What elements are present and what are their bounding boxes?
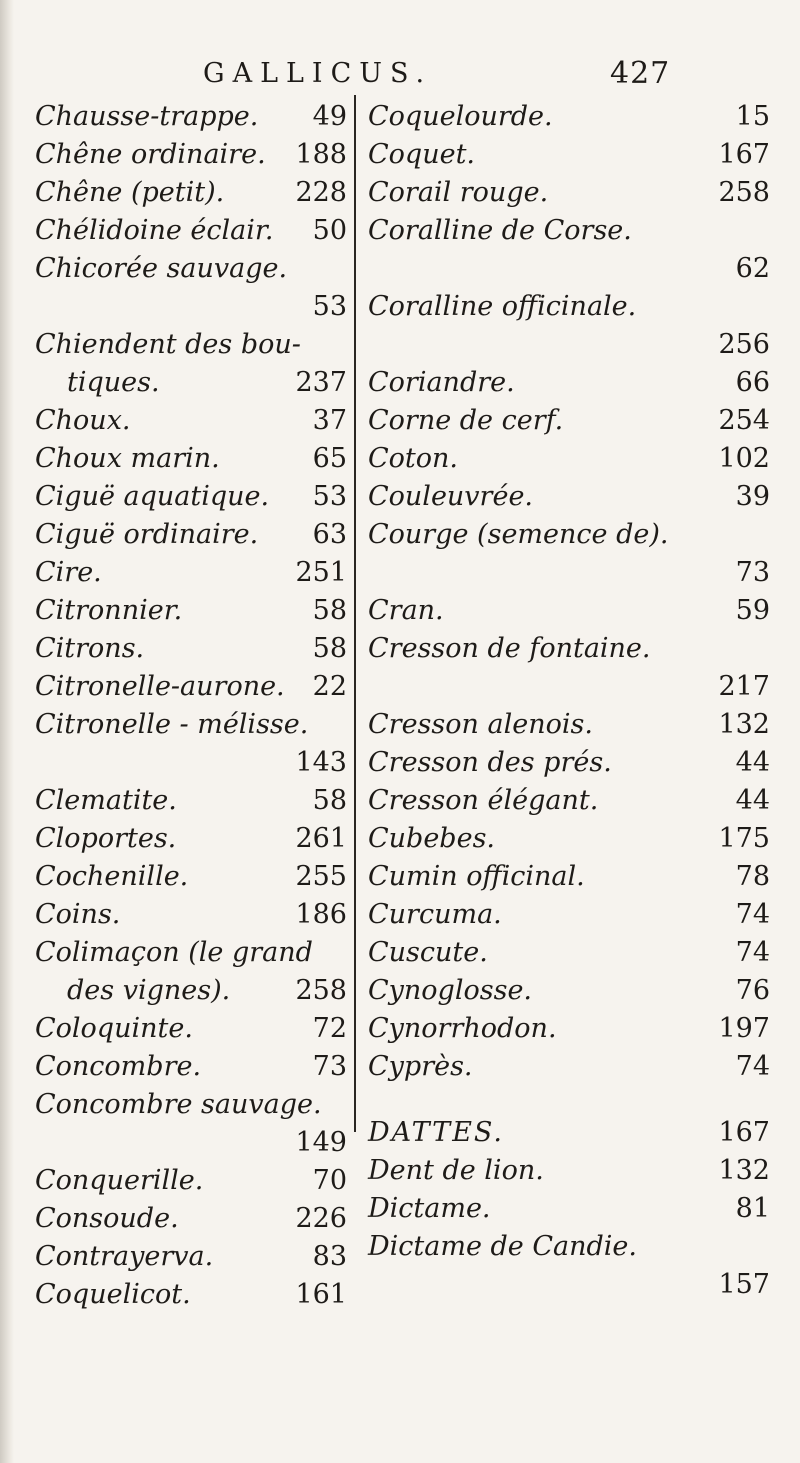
index-entry <box>35 706 347 744</box>
entry-term: Citrons. <box>35 633 145 664</box>
index-entry <box>35 1086 347 1124</box>
index-entry <box>35 250 347 288</box>
entry-page-number: 228 <box>295 177 347 208</box>
index-entry <box>368 516 770 554</box>
index-entry <box>35 554 347 592</box>
entry-term: Coquet. <box>368 139 475 170</box>
entry-page-number: 58 <box>312 785 347 816</box>
entry-page-number: 76 <box>735 975 770 1006</box>
index-entry <box>35 98 347 136</box>
index-entry <box>368 1266 770 1304</box>
index-entry <box>368 592 770 630</box>
entry-page-number: 143 <box>295 747 347 778</box>
entry-term: Cresson alenois. <box>368 709 593 740</box>
entry-term: Conquerille. <box>35 1165 204 1196</box>
entry-page-number: 258 <box>295 975 347 1006</box>
entry-page-number: 175 <box>718 823 770 854</box>
index-entry <box>368 288 770 326</box>
entry-page-number: 22 <box>312 671 347 702</box>
index-entry <box>368 440 770 478</box>
entry-page-number: 66 <box>735 367 770 398</box>
entry-page-number: 197 <box>718 1013 770 1044</box>
entry-term: Choux marin. <box>35 443 220 474</box>
entry-term: Coquelourde. <box>368 101 553 132</box>
entry-page-number: 167 <box>718 1117 770 1148</box>
index-entry <box>35 440 347 478</box>
entry-term: Dictame. <box>368 1193 491 1224</box>
index-entry <box>368 136 770 174</box>
entry-page-number: 186 <box>295 899 347 930</box>
index-entry <box>368 1228 770 1266</box>
entry-page-number: 237 <box>295 367 347 398</box>
index-column-right <box>368 98 770 1304</box>
entry-page-number: 226 <box>295 1203 347 1234</box>
entry-page-number: 53 <box>312 481 347 512</box>
entry-term: Courge (semence de). <box>368 519 669 550</box>
index-entry <box>35 402 347 440</box>
index-entry <box>368 1190 770 1228</box>
entry-page-number: 167 <box>718 139 770 170</box>
index-entry <box>368 972 770 1010</box>
index-entry <box>35 136 347 174</box>
entry-term: Coquelicot. <box>35 1279 191 1310</box>
index-entry <box>368 402 770 440</box>
entry-term: Ciguë ordinaire. <box>35 519 259 550</box>
entry-page-number: 157 <box>718 1269 770 1300</box>
index-entry <box>35 896 347 934</box>
index-entry <box>368 858 770 896</box>
entry-term: Chélidoine éclair. <box>35 215 274 246</box>
index-entry <box>368 1010 770 1048</box>
entry-term: Cresson de fontaine. <box>368 633 651 664</box>
entry-page-number: 50 <box>312 215 347 246</box>
index-entry <box>35 592 347 630</box>
entry-term: Ciguë aquatique. <box>35 481 270 512</box>
entry-page-number: 74 <box>735 937 770 968</box>
entry-page-number: 261 <box>295 823 347 854</box>
entry-term: Chausse-trappe. <box>35 101 259 132</box>
index-entry <box>368 820 770 858</box>
entry-page-number: 251 <box>295 557 347 588</box>
index-entry <box>368 896 770 934</box>
column-divider <box>354 95 356 1132</box>
entry-term: Dictame de Candie. <box>368 1231 637 1262</box>
entry-page-number: 44 <box>735 747 770 778</box>
entry-term: Cresson des prés. <box>368 747 612 778</box>
entry-page-number: 72 <box>312 1013 347 1044</box>
entry-term: Chêne (petit). <box>35 177 225 208</box>
entry-page-number: 132 <box>718 1155 770 1186</box>
index-entry <box>35 858 347 896</box>
index-entry <box>368 174 770 212</box>
index-entry <box>35 516 347 554</box>
entry-term: Cynoglosse. <box>368 975 533 1006</box>
entry-term: Coralline de Corse. <box>368 215 632 246</box>
index-entry <box>368 554 770 592</box>
index-entry <box>368 1048 770 1086</box>
entry-term: Citronelle - mélisse. <box>35 709 309 740</box>
index-entry <box>35 630 347 668</box>
entry-term: Citronnier. <box>35 595 183 626</box>
entry-term: des vignes). <box>67 975 231 1006</box>
index-entry <box>368 668 770 706</box>
index-entry <box>35 326 347 364</box>
entry-page-number: 149 <box>295 1127 347 1158</box>
entry-term: Corail rouge. <box>368 177 549 208</box>
entry-page-number: 15 <box>735 101 770 132</box>
index-column-left <box>35 98 347 1314</box>
entry-page-number: 58 <box>312 633 347 664</box>
entry-page-number: 258 <box>718 177 770 208</box>
entry-page-number: 161 <box>295 1279 347 1310</box>
index-entry <box>368 326 770 364</box>
entry-page-number: 74 <box>735 1051 770 1082</box>
entry-page-number: 73 <box>312 1051 347 1082</box>
entry-term: Curcuma. <box>368 899 502 930</box>
entry-term: Cire. <box>35 557 102 588</box>
index-entry <box>368 478 770 516</box>
entry-page-number: 39 <box>735 481 770 512</box>
entry-term: Cynorrhodon. <box>368 1013 557 1044</box>
index-entry <box>35 1238 347 1276</box>
entry-term: Cyprès. <box>368 1051 473 1082</box>
entry-term: Cloportes. <box>35 823 177 854</box>
entry-term: Cumin officinal. <box>368 861 585 892</box>
entry-term: Choux. <box>35 405 131 436</box>
index-entry <box>368 744 770 782</box>
entry-page-number: 44 <box>735 785 770 816</box>
entry-page-number: 53 <box>312 291 347 322</box>
entry-term: Clematite. <box>35 785 177 816</box>
entry-term: Chiendent des bou- <box>35 329 301 360</box>
entry-term: Concombre. <box>35 1051 202 1082</box>
entry-term: Cubebes. <box>368 823 496 854</box>
index-entry <box>368 1114 770 1152</box>
entry-page-number: 49 <box>312 101 347 132</box>
entry-page-number: 65 <box>312 443 347 474</box>
entry-term: DATTES. <box>368 1117 505 1148</box>
index-entry <box>35 744 347 782</box>
index-entry <box>368 364 770 402</box>
index-entry <box>35 1124 347 1162</box>
index-entry <box>35 820 347 858</box>
entry-term: tiques. <box>67 367 160 398</box>
index-entry <box>35 212 347 250</box>
index-entry <box>368 1152 770 1190</box>
index-entry <box>368 782 770 820</box>
index-entry <box>35 668 347 706</box>
index-entry <box>35 934 347 972</box>
index-entry <box>35 972 347 1010</box>
entry-page-number: 37 <box>312 405 347 436</box>
entry-term: Coriandre. <box>368 367 515 398</box>
entry-page-number: 58 <box>312 595 347 626</box>
index-entry <box>35 478 347 516</box>
entry-page-number: 254 <box>718 405 770 436</box>
entry-page-number: 256 <box>718 329 770 360</box>
index-entry <box>35 1276 347 1314</box>
index-entry <box>368 630 770 668</box>
entry-term: Corne de cerf. <box>368 405 564 436</box>
entry-page-number: 74 <box>735 899 770 930</box>
header-title: GALLICUS. <box>203 58 433 89</box>
entry-term: Coloquinte. <box>35 1013 193 1044</box>
entry-term: Coins. <box>35 899 121 930</box>
entry-term: Dent de lion. <box>368 1155 544 1186</box>
entry-page-number: 102 <box>718 443 770 474</box>
entry-page-number: 59 <box>735 595 770 626</box>
entry-term: Cochenille. <box>35 861 189 892</box>
index-entry <box>35 1010 347 1048</box>
entry-page-number: 63 <box>312 519 347 550</box>
index-entry <box>368 250 770 288</box>
index-entry <box>35 174 347 212</box>
entry-page-number: 73 <box>735 557 770 588</box>
index-entry <box>368 706 770 744</box>
entry-term: Citronelle-aurone. <box>35 671 285 702</box>
page-edge-shadow <box>0 0 14 1463</box>
header-page-number: 427 <box>610 56 671 91</box>
entry-term: Cresson élégant. <box>368 785 599 816</box>
entry-page-number: 132 <box>718 709 770 740</box>
index-entry <box>368 212 770 250</box>
entry-page-number: 78 <box>735 861 770 892</box>
entry-term: Chêne ordinaire. <box>35 139 266 170</box>
entry-term: Concombre sauvage. <box>35 1089 322 1120</box>
entry-page-number: 62 <box>735 253 770 284</box>
entry-term: Chicorée sauvage. <box>35 253 288 284</box>
index-entry <box>35 364 347 402</box>
entry-page-number: 217 <box>718 671 770 702</box>
entry-term: Colimaçon (le grand <box>35 937 313 968</box>
entry-page-number: 81 <box>735 1193 770 1224</box>
index-entry <box>368 98 770 136</box>
entry-page-number: 83 <box>312 1241 347 1272</box>
index-entry <box>35 1200 347 1238</box>
entry-term: Cuscute. <box>368 937 488 968</box>
index-entry <box>35 782 347 820</box>
entry-page-number: 255 <box>295 861 347 892</box>
index-entry <box>35 288 347 326</box>
entry-page-number: 70 <box>312 1165 347 1196</box>
entry-term: Contrayerva. <box>35 1241 214 1272</box>
index-entry <box>35 1162 347 1200</box>
entry-page-number: 188 <box>295 139 347 170</box>
entry-term: Cran. <box>368 595 444 626</box>
entry-term: Consoude. <box>35 1203 179 1234</box>
running-header <box>0 58 800 98</box>
index-entry <box>35 1048 347 1086</box>
entry-term: Coton. <box>368 443 458 474</box>
index-entry <box>368 934 770 972</box>
entry-term: Coralline officinale. <box>368 291 637 322</box>
entry-term: Couleuvrée. <box>368 481 534 512</box>
